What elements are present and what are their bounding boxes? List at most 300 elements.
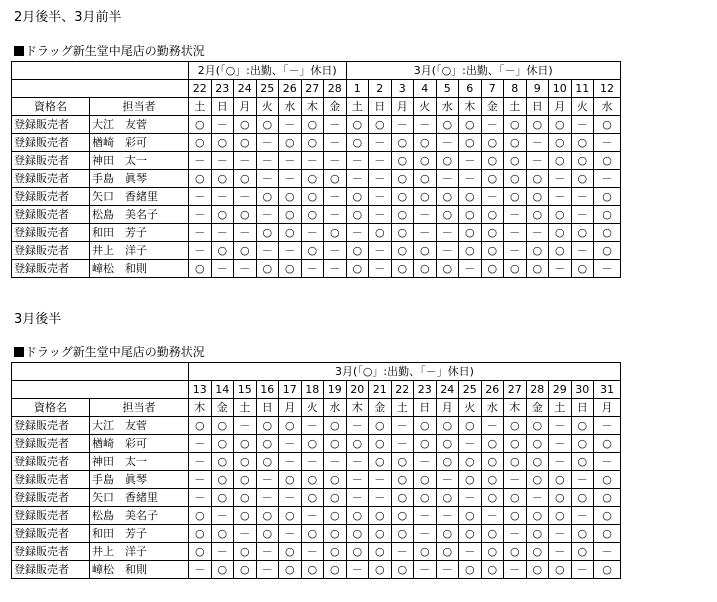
attendance-mark-cell: － bbox=[301, 453, 324, 471]
attendance-mark-cell: ○ bbox=[459, 453, 482, 471]
weekday-cell: 月 bbox=[279, 399, 302, 417]
attendance-mark-cell: － bbox=[594, 417, 621, 435]
attendance-mark-cell: ○ bbox=[504, 116, 527, 134]
table-row bbox=[12, 206, 621, 224]
attendance-mark-cell: － bbox=[301, 224, 324, 242]
person-name-cell: 和田 芳子 bbox=[90, 525, 189, 543]
attendance-mark-cell: ○ bbox=[391, 507, 414, 525]
attendance-mark-cell: ○ bbox=[279, 206, 302, 224]
attendance-mark-cell: ○ bbox=[459, 242, 482, 260]
attendance-mark-cell: ○ bbox=[481, 453, 504, 471]
attendance-mark-cell: － bbox=[256, 489, 279, 507]
day-cell: 19 bbox=[324, 381, 347, 399]
attendance-mark-cell: ○ bbox=[391, 206, 414, 224]
attendance-mark-cell: ○ bbox=[279, 417, 302, 435]
day-cell: 22 bbox=[391, 381, 414, 399]
attendance-mark-cell: ○ bbox=[211, 170, 234, 188]
attendance-mark-cell: － bbox=[391, 435, 414, 453]
attendance-mark-cell: ○ bbox=[369, 435, 392, 453]
attendance-mark-cell: ○ bbox=[594, 471, 621, 489]
attendance-mark-cell: － bbox=[234, 152, 257, 170]
attendance-mark-cell: ○ bbox=[504, 170, 527, 188]
attendance-mark-cell: ○ bbox=[301, 170, 324, 188]
attendance-mark-cell: ○ bbox=[594, 561, 621, 579]
attendance-mark-cell: － bbox=[324, 116, 347, 134]
attendance-mark-cell: － bbox=[459, 543, 482, 561]
attendance-mark-cell: ○ bbox=[391, 260, 414, 278]
attendance-mark-cell: － bbox=[189, 188, 212, 206]
day-cell: 23 bbox=[211, 80, 234, 98]
table-row bbox=[12, 489, 621, 507]
attendance-mark-cell: ○ bbox=[436, 435, 459, 453]
attendance-mark-cell: － bbox=[414, 206, 437, 224]
day-cell: 11 bbox=[571, 80, 594, 98]
attendance-mark-cell: ○ bbox=[256, 435, 279, 453]
attendance-mark-cell: ○ bbox=[459, 134, 482, 152]
day-row bbox=[12, 80, 621, 98]
qualification-cell: 登録販売者 bbox=[12, 170, 90, 188]
weekday-cell: 木 bbox=[189, 399, 212, 417]
attendance-mark-cell: － bbox=[436, 224, 459, 242]
attendance-mark-cell: ○ bbox=[324, 471, 347, 489]
weekday-cell: 金 bbox=[324, 98, 347, 116]
attendance-mark-cell: － bbox=[571, 561, 594, 579]
attendance-mark-cell: － bbox=[504, 525, 527, 543]
attendance-mark-cell: ○ bbox=[346, 435, 369, 453]
attendance-mark-cell: － bbox=[549, 260, 572, 278]
person-name-cell: 楢崎 彩可 bbox=[90, 435, 189, 453]
attendance-mark-cell: － bbox=[234, 417, 257, 435]
attendance-mark-cell: － bbox=[414, 525, 437, 543]
attendance-mark-cell: － bbox=[594, 260, 621, 278]
attendance-mark-cell: － bbox=[481, 507, 504, 525]
attendance-mark-cell: ○ bbox=[594, 116, 621, 134]
attendance-mark-cell: － bbox=[504, 471, 527, 489]
attendance-mark-cell: ○ bbox=[324, 507, 347, 525]
person-name-cell: 松島 美名子 bbox=[90, 206, 189, 224]
attendance-mark-cell: ○ bbox=[571, 453, 594, 471]
attendance-mark-cell: ○ bbox=[234, 453, 257, 471]
attendance-mark-cell: ○ bbox=[234, 242, 257, 260]
attendance-mark-cell: ○ bbox=[571, 170, 594, 188]
table-row bbox=[12, 224, 621, 242]
attendance-mark-cell: ○ bbox=[459, 525, 482, 543]
attendance-mark-cell: ○ bbox=[234, 435, 257, 453]
day-cell: 6 bbox=[459, 80, 482, 98]
attendance-mark-cell: － bbox=[594, 134, 621, 152]
attendance-mark-cell: ○ bbox=[549, 471, 572, 489]
attendance-mark-cell: ○ bbox=[346, 507, 369, 525]
attendance-mark-cell: － bbox=[369, 489, 392, 507]
day-cell: 24 bbox=[436, 381, 459, 399]
attendance-mark-cell: ○ bbox=[504, 489, 527, 507]
attendance-mark-cell: － bbox=[189, 561, 212, 579]
attendance-mark-cell: － bbox=[301, 507, 324, 525]
qualification-cell: 登録販売者 bbox=[12, 242, 90, 260]
day-cell: 20 bbox=[346, 381, 369, 399]
attendance-mark-cell: ○ bbox=[526, 453, 549, 471]
attendance-mark-cell: ○ bbox=[391, 242, 414, 260]
day-cell: 28 bbox=[526, 381, 549, 399]
table-row bbox=[12, 260, 621, 278]
attendance-mark-cell: ○ bbox=[391, 471, 414, 489]
qualification-cell: 登録販売者 bbox=[12, 417, 90, 435]
attendance-mark-cell: ○ bbox=[256, 188, 279, 206]
attendance-mark-cell: － bbox=[301, 260, 324, 278]
attendance-mark-cell: － bbox=[256, 561, 279, 579]
attendance-mark-cell: ○ bbox=[481, 489, 504, 507]
attendance-mark-cell: ○ bbox=[369, 116, 392, 134]
attendance-mark-cell: ○ bbox=[571, 435, 594, 453]
month-header: 3月(「○」:出勤、「－」休日) bbox=[346, 62, 621, 80]
attendance-mark-cell: ○ bbox=[526, 525, 549, 543]
attendance-mark-cell: ○ bbox=[211, 134, 234, 152]
table-row bbox=[12, 417, 621, 435]
attendance-mark-cell: ○ bbox=[189, 170, 212, 188]
attendance-mark-cell: ○ bbox=[414, 471, 437, 489]
table-row bbox=[12, 435, 621, 453]
attendance-mark-cell: ○ bbox=[526, 116, 549, 134]
attendance-mark-cell: － bbox=[324, 260, 347, 278]
attendance-mark-cell: － bbox=[571, 471, 594, 489]
attendance-mark-cell: ○ bbox=[234, 471, 257, 489]
qualification-cell: 登録販売者 bbox=[12, 116, 90, 134]
section-title-2 bbox=[14, 345, 205, 360]
weekday-cell: 日 bbox=[369, 98, 392, 116]
attendance-mark-cell: ○ bbox=[526, 507, 549, 525]
attendance-mark-cell: － bbox=[369, 260, 392, 278]
month-header-row bbox=[12, 363, 621, 381]
attendance-mark-cell: － bbox=[324, 453, 347, 471]
attendance-mark-cell: ○ bbox=[436, 543, 459, 561]
person-name-cell: 神田 太一 bbox=[90, 453, 189, 471]
attendance-mark-cell: ○ bbox=[594, 152, 621, 170]
attendance-mark-cell: － bbox=[459, 152, 482, 170]
attendance-mark-cell: ○ bbox=[346, 134, 369, 152]
blank-header-cell bbox=[12, 62, 189, 80]
attendance-mark-cell: ○ bbox=[324, 170, 347, 188]
attendance-mark-cell: ○ bbox=[594, 489, 621, 507]
day-cell: 5 bbox=[436, 80, 459, 98]
qualification-cell: 登録販売者 bbox=[12, 525, 90, 543]
attendance-mark-cell: ○ bbox=[481, 543, 504, 561]
attendance-mark-cell: － bbox=[279, 525, 302, 543]
day-cell: 1 bbox=[346, 80, 369, 98]
attendance-mark-cell: ○ bbox=[391, 170, 414, 188]
attendance-mark-cell: － bbox=[256, 134, 279, 152]
attendance-mark-cell: － bbox=[459, 170, 482, 188]
table-row bbox=[12, 242, 621, 260]
attendance-mark-cell: － bbox=[549, 543, 572, 561]
attendance-mark-cell: － bbox=[346, 417, 369, 435]
attendance-mark-cell: － bbox=[279, 453, 302, 471]
attendance-mark-cell: ○ bbox=[234, 507, 257, 525]
attendance-mark-cell: ○ bbox=[594, 188, 621, 206]
page-heading-first-half: 2月後半、3月前半 bbox=[14, 10, 122, 25]
attendance-mark-cell: ○ bbox=[459, 417, 482, 435]
attendance-mark-cell: ○ bbox=[391, 561, 414, 579]
attendance-mark-cell: ○ bbox=[481, 224, 504, 242]
weekday-cell: 金 bbox=[526, 399, 549, 417]
attendance-mark-cell: ○ bbox=[414, 417, 437, 435]
attendance-mark-cell: － bbox=[549, 188, 572, 206]
attendance-mark-cell: ○ bbox=[549, 224, 572, 242]
attendance-mark-cell: ○ bbox=[189, 417, 212, 435]
attendance-mark-cell: － bbox=[436, 134, 459, 152]
day-cell: 8 bbox=[504, 80, 527, 98]
attendance-mark-cell: － bbox=[256, 170, 279, 188]
weekday-cell: 月 bbox=[549, 98, 572, 116]
attendance-mark-cell: － bbox=[436, 507, 459, 525]
attendance-mark-cell: ○ bbox=[369, 525, 392, 543]
attendance-mark-cell: ○ bbox=[414, 435, 437, 453]
attendance-mark-cell: ○ bbox=[211, 489, 234, 507]
attendance-mark-cell: ○ bbox=[594, 206, 621, 224]
attendance-mark-cell: ○ bbox=[369, 543, 392, 561]
attendance-mark-cell: － bbox=[324, 152, 347, 170]
day-cell: 31 bbox=[594, 381, 621, 399]
weekday-cell: 木 bbox=[346, 399, 369, 417]
qualification-cell: 登録販売者 bbox=[12, 206, 90, 224]
attendance-mark-cell: ○ bbox=[504, 543, 527, 561]
attendance-mark-cell: － bbox=[369, 471, 392, 489]
attendance-mark-cell: － bbox=[481, 116, 504, 134]
attendance-mark-cell: ○ bbox=[481, 170, 504, 188]
attendance-mark-cell: ○ bbox=[211, 242, 234, 260]
attendance-mark-cell: － bbox=[211, 260, 234, 278]
attendance-mark-cell: ○ bbox=[414, 260, 437, 278]
person-name-cell: 矢口 香緒里 bbox=[90, 188, 189, 206]
attendance-mark-cell: ○ bbox=[436, 188, 459, 206]
attendance-mark-cell: ○ bbox=[414, 188, 437, 206]
attendance-mark-cell: － bbox=[189, 242, 212, 260]
attendance-mark-cell: ○ bbox=[549, 507, 572, 525]
weekday-cell: 火 bbox=[571, 98, 594, 116]
qualification-cell: 登録販売者 bbox=[12, 435, 90, 453]
attendance-mark-cell: ○ bbox=[256, 525, 279, 543]
schedule-table-late-mar bbox=[11, 362, 621, 579]
attendance-mark-cell: － bbox=[189, 471, 212, 489]
weekday-cell: 土 bbox=[391, 399, 414, 417]
attendance-mark-cell: ○ bbox=[211, 453, 234, 471]
day-cell: 28 bbox=[324, 80, 347, 98]
day-cell: 7 bbox=[481, 80, 504, 98]
weekday-cell: 水 bbox=[481, 399, 504, 417]
attendance-mark-cell: ○ bbox=[279, 561, 302, 579]
weekday-cell: 水 bbox=[324, 399, 347, 417]
day-cell: 29 bbox=[549, 381, 572, 399]
attendance-mark-cell: － bbox=[526, 489, 549, 507]
attendance-mark-cell: － bbox=[211, 116, 234, 134]
attendance-mark-cell: ○ bbox=[301, 188, 324, 206]
qualification-cell: 登録販売者 bbox=[12, 489, 90, 507]
attendance-mark-cell: － bbox=[256, 206, 279, 224]
qualification-cell: 登録販売者 bbox=[12, 134, 90, 152]
attendance-mark-cell: ○ bbox=[436, 417, 459, 435]
attendance-mark-cell: － bbox=[571, 206, 594, 224]
weekday-cell: 日 bbox=[256, 399, 279, 417]
attendance-mark-cell: ○ bbox=[436, 489, 459, 507]
attendance-mark-cell: ○ bbox=[256, 116, 279, 134]
table-row bbox=[12, 471, 621, 489]
day-cell: 4 bbox=[414, 80, 437, 98]
attendance-mark-cell: ○ bbox=[481, 206, 504, 224]
attendance-mark-cell: ○ bbox=[571, 134, 594, 152]
attendance-mark-cell: － bbox=[279, 435, 302, 453]
attendance-mark-cell: － bbox=[189, 152, 212, 170]
attendance-mark-cell: ○ bbox=[189, 116, 212, 134]
month-header: 2月(「○」:出勤、「－」休日) bbox=[189, 62, 347, 80]
attendance-mark-cell: － bbox=[549, 435, 572, 453]
attendance-mark-cell: ○ bbox=[571, 489, 594, 507]
attendance-mark-cell: ○ bbox=[189, 543, 212, 561]
attendance-mark-cell: ○ bbox=[279, 471, 302, 489]
attendance-mark-cell: ○ bbox=[571, 260, 594, 278]
person-name-cell: 手島 眞琴 bbox=[90, 471, 189, 489]
table-row bbox=[12, 116, 621, 134]
attendance-mark-cell: － bbox=[279, 242, 302, 260]
person-name-cell: 大江 友菅 bbox=[90, 417, 189, 435]
attendance-mark-cell: － bbox=[369, 242, 392, 260]
attendance-mark-cell: － bbox=[549, 417, 572, 435]
attendance-mark-cell: － bbox=[189, 489, 212, 507]
page-heading-second-half: 3月後半 bbox=[14, 312, 62, 327]
attendance-mark-cell: ○ bbox=[234, 489, 257, 507]
attendance-mark-cell: － bbox=[279, 116, 302, 134]
attendance-mark-cell: ○ bbox=[256, 260, 279, 278]
attendance-mark-cell: ○ bbox=[594, 242, 621, 260]
day-cell: 10 bbox=[549, 80, 572, 98]
attendance-mark-cell: ○ bbox=[301, 134, 324, 152]
day-cell: 23 bbox=[414, 381, 437, 399]
weekday-cell: 金 bbox=[481, 98, 504, 116]
attendance-mark-cell: ○ bbox=[459, 206, 482, 224]
attendance-mark-cell: ○ bbox=[369, 453, 392, 471]
attendance-mark-cell: ○ bbox=[391, 525, 414, 543]
table-row bbox=[12, 188, 621, 206]
month-header: 3月(「○」:出勤、「－」休日) bbox=[189, 363, 621, 381]
attendance-mark-cell: － bbox=[571, 242, 594, 260]
month-header-row bbox=[12, 62, 621, 80]
weekday-cell: 土 bbox=[189, 98, 212, 116]
attendance-mark-cell: ○ bbox=[526, 471, 549, 489]
blank-header-cell bbox=[12, 80, 189, 98]
attendance-mark-cell: － bbox=[526, 152, 549, 170]
person-column-header: 担当者 bbox=[90, 98, 189, 116]
attendance-mark-cell: ○ bbox=[211, 561, 234, 579]
weekday-cell: 日 bbox=[414, 399, 437, 417]
attendance-mark-cell: ○ bbox=[189, 134, 212, 152]
attendance-mark-cell: ○ bbox=[301, 525, 324, 543]
attendance-mark-cell: － bbox=[571, 116, 594, 134]
table-row bbox=[12, 525, 621, 543]
attendance-mark-cell: ○ bbox=[414, 152, 437, 170]
attendance-mark-cell: ○ bbox=[256, 507, 279, 525]
attendance-mark-cell: － bbox=[414, 453, 437, 471]
attendance-mark-cell: ○ bbox=[301, 489, 324, 507]
day-cell: 26 bbox=[481, 381, 504, 399]
attendance-mark-cell: － bbox=[414, 561, 437, 579]
attendance-mark-cell: － bbox=[211, 507, 234, 525]
attendance-mark-cell: ○ bbox=[504, 507, 527, 525]
day-cell: 15 bbox=[234, 381, 257, 399]
attendance-mark-cell: － bbox=[324, 242, 347, 260]
weekday-row bbox=[12, 399, 621, 417]
attendance-mark-cell: － bbox=[369, 188, 392, 206]
attendance-mark-cell: ○ bbox=[324, 489, 347, 507]
attendance-mark-cell: － bbox=[189, 206, 212, 224]
attendance-mark-cell: ○ bbox=[324, 543, 347, 561]
attendance-mark-cell: － bbox=[436, 561, 459, 579]
person-name-cell: 手島 眞琴 bbox=[90, 170, 189, 188]
attendance-mark-cell: － bbox=[301, 417, 324, 435]
attendance-mark-cell: － bbox=[346, 471, 369, 489]
attendance-mark-cell: ○ bbox=[211, 471, 234, 489]
attendance-mark-cell: ○ bbox=[279, 134, 302, 152]
attendance-mark-cell: ○ bbox=[234, 134, 257, 152]
attendance-mark-cell: ○ bbox=[414, 543, 437, 561]
attendance-mark-cell: ○ bbox=[346, 206, 369, 224]
attendance-mark-cell: ○ bbox=[234, 170, 257, 188]
table-row bbox=[12, 507, 621, 525]
attendance-mark-cell: － bbox=[571, 188, 594, 206]
attendance-mark-cell: － bbox=[549, 525, 572, 543]
attendance-mark-cell: － bbox=[211, 224, 234, 242]
attendance-mark-cell: ○ bbox=[526, 260, 549, 278]
attendance-mark-cell: ○ bbox=[481, 134, 504, 152]
attendance-mark-cell: － bbox=[549, 170, 572, 188]
day-cell: 9 bbox=[526, 80, 549, 98]
attendance-mark-cell: ○ bbox=[481, 152, 504, 170]
attendance-mark-cell: ○ bbox=[391, 489, 414, 507]
qualification-cell: 登録販売者 bbox=[12, 507, 90, 525]
qualification-cell: 登録販売者 bbox=[12, 543, 90, 561]
person-column-header: 担当者 bbox=[90, 399, 189, 417]
attendance-mark-cell: － bbox=[324, 188, 347, 206]
schedule-table-feb-mar bbox=[11, 61, 621, 278]
attendance-mark-cell: ○ bbox=[301, 471, 324, 489]
attendance-mark-cell: ○ bbox=[189, 260, 212, 278]
attendance-mark-cell: ○ bbox=[414, 170, 437, 188]
weekday-cell: 木 bbox=[459, 98, 482, 116]
attendance-mark-cell: ○ bbox=[549, 134, 572, 152]
attendance-mark-cell: － bbox=[346, 224, 369, 242]
weekday-cell: 日 bbox=[211, 98, 234, 116]
attendance-mark-cell: － bbox=[391, 417, 414, 435]
person-name-cell: 松島 美名子 bbox=[90, 507, 189, 525]
attendance-mark-cell: － bbox=[459, 489, 482, 507]
attendance-mark-cell: ○ bbox=[481, 561, 504, 579]
attendance-mark-cell: ○ bbox=[594, 435, 621, 453]
attendance-mark-cell: － bbox=[504, 206, 527, 224]
attendance-mark-cell: ○ bbox=[346, 260, 369, 278]
attendance-mark-cell: ○ bbox=[504, 453, 527, 471]
day-cell: 27 bbox=[301, 80, 324, 98]
square-bullet-icon bbox=[14, 347, 24, 357]
attendance-mark-cell: ○ bbox=[504, 260, 527, 278]
weekday-cell: 火 bbox=[414, 98, 437, 116]
attendance-mark-cell: － bbox=[189, 435, 212, 453]
table-row bbox=[12, 152, 621, 170]
attendance-mark-cell: － bbox=[504, 561, 527, 579]
attendance-mark-cell: ○ bbox=[504, 435, 527, 453]
attendance-mark-cell: ○ bbox=[301, 116, 324, 134]
qualification-cell: 登録販売者 bbox=[12, 561, 90, 579]
attendance-mark-cell: － bbox=[346, 170, 369, 188]
weekday-cell: 土 bbox=[234, 399, 257, 417]
qualification-cell: 登録販売者 bbox=[12, 260, 90, 278]
attendance-mark-cell: ○ bbox=[391, 152, 414, 170]
